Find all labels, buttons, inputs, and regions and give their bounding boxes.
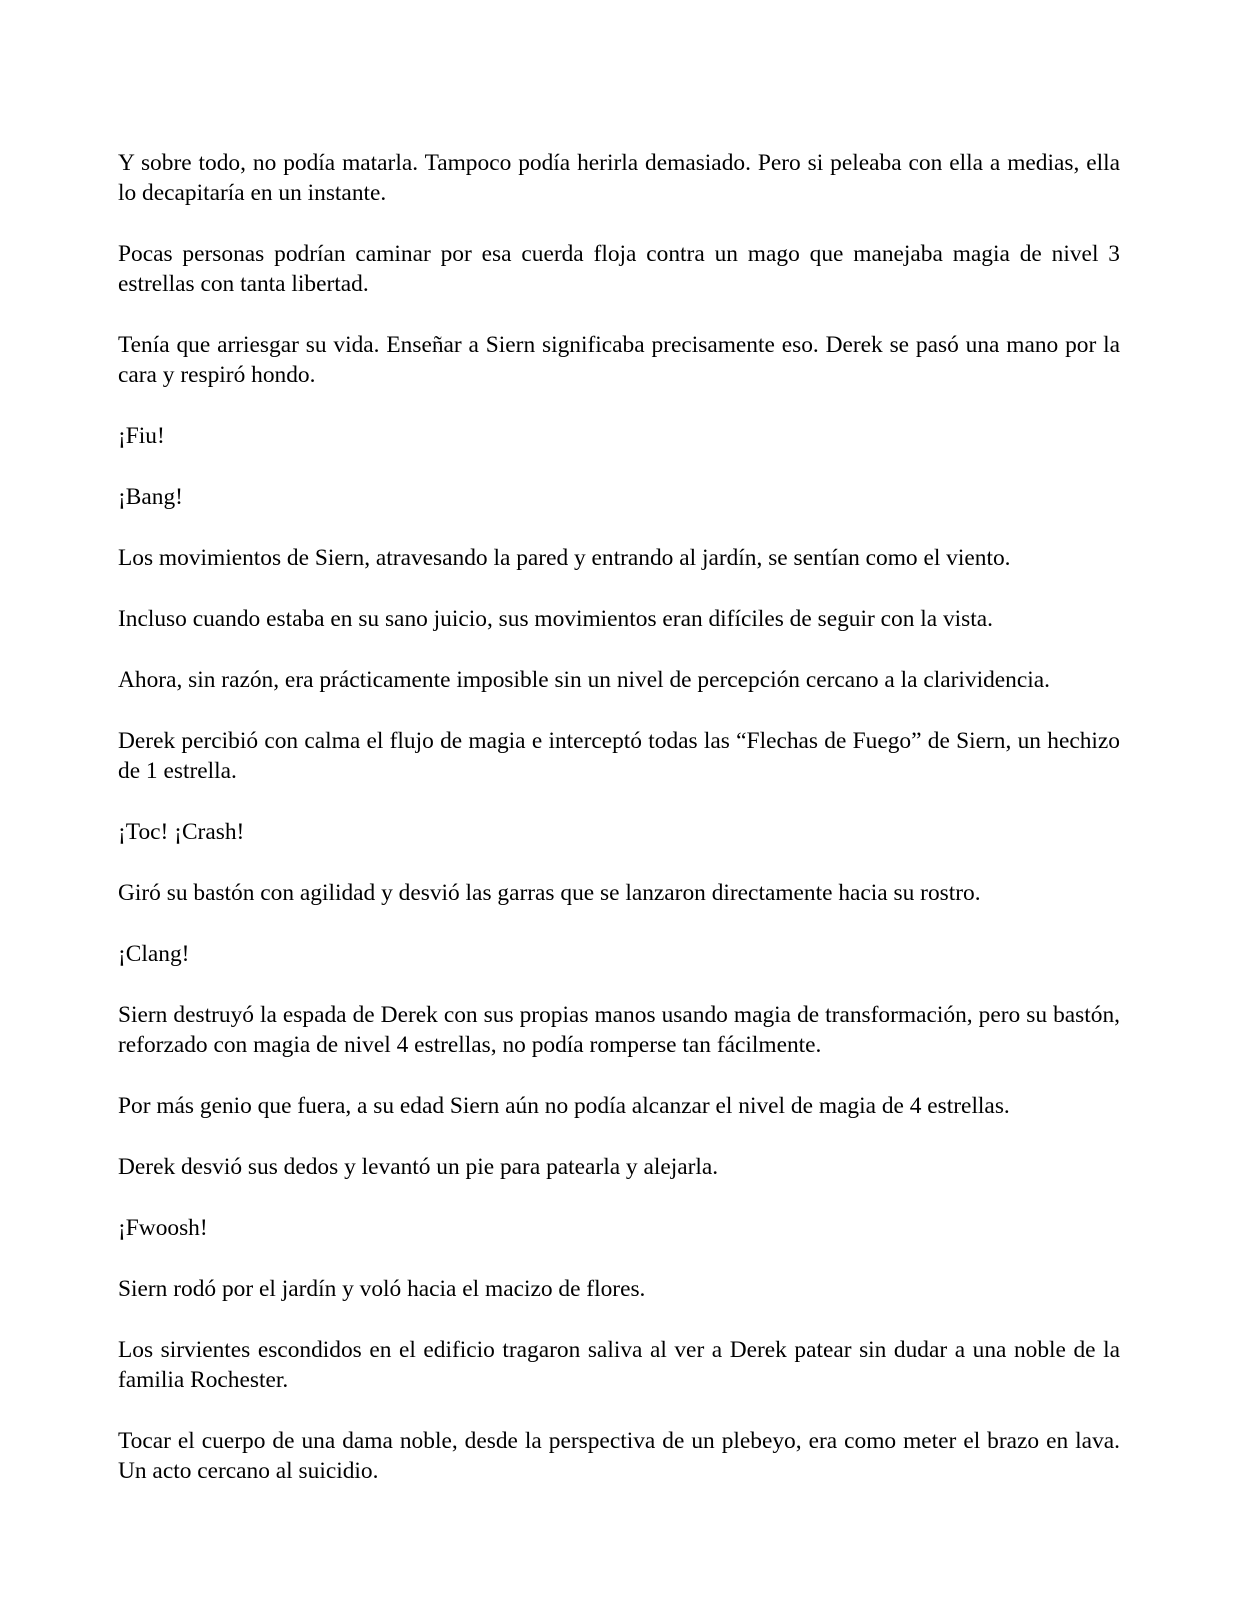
- paragraph: Y sobre todo, no podía matarla. Tampoco podía herirla demasiado. Pero si peleaba con ella a medias, ella lo decapitaría en un instante.: [118, 150, 1120, 206]
- paragraph: Giró su bastón con agilidad y desvió las garras que se lanzaron directamente hacia su rostro.: [118, 880, 981, 906]
- paragraph: Derek percibió con calma el flujo de magia e interceptó todas las “Flechas de Fuego” de Siern, un hechizo de 1 estrella.: [118, 728, 1120, 784]
- paragraph: ¡Clang!: [118, 941, 190, 967]
- paragraph: Tocar el cuerpo de una dama noble, desde la perspectiva de un plebeyo, era como meter el brazo en lava. Un acto cercano al suicidio.: [118, 1428, 1120, 1484]
- paragraph: Derek desvió sus dedos y levantó un pie para patearla y alejarla.: [118, 1154, 719, 1180]
- paragraph: Los sirvientes escondidos en el edificio tragaron saliva al ver a Derek patear sin dudar a una noble de la familia Rochester.: [118, 1337, 1120, 1393]
- paragraph: ¡Bang!: [118, 484, 183, 510]
- paragraph: Pocas personas podrían caminar por esa cuerda floja contra un mago que manejaba magia de nivel 3 estrellas con tanta libertad.: [118, 241, 1120, 297]
- paragraph: Ahora, sin razón, era prácticamente imposible sin un nivel de percepción cercano a la clarividencia.: [118, 667, 1050, 693]
- document-body: [118, 148, 1120, 1517]
- paragraph: Incluso cuando estaba en su sano juicio, sus movimientos eran difíciles de seguir con la vista.: [118, 606, 993, 632]
- paragraph: Siern rodó por el jardín y voló hacia el macizo de flores.: [118, 1276, 646, 1302]
- paragraph: Los movimientos de Siern, atravesando la pared y entrando al jardín, se sentían como el viento.: [118, 545, 1011, 571]
- paragraph: ¡Fiu!: [118, 423, 165, 449]
- paragraph: Por más genio que fuera, a su edad Siern aún no podía alcanzar el nivel de magia de 4 estrellas.: [118, 1093, 1010, 1119]
- paragraph: ¡Fwoosh!: [118, 1215, 208, 1241]
- paragraph: ¡Toc! ¡Crash!: [118, 819, 245, 845]
- paragraph: Siern destruyó la espada de Derek con sus propias manos usando magia de transformación, pero su bastón, reforzado con magia de nivel 4 estrellas, no podía romperse tan fácilmente.: [118, 1002, 1120, 1058]
- paragraph: Tenía que arriesgar su vida. Enseñar a Siern significaba precisamente eso. Derek se pasó una mano por la cara y respiró hondo.: [118, 332, 1120, 388]
